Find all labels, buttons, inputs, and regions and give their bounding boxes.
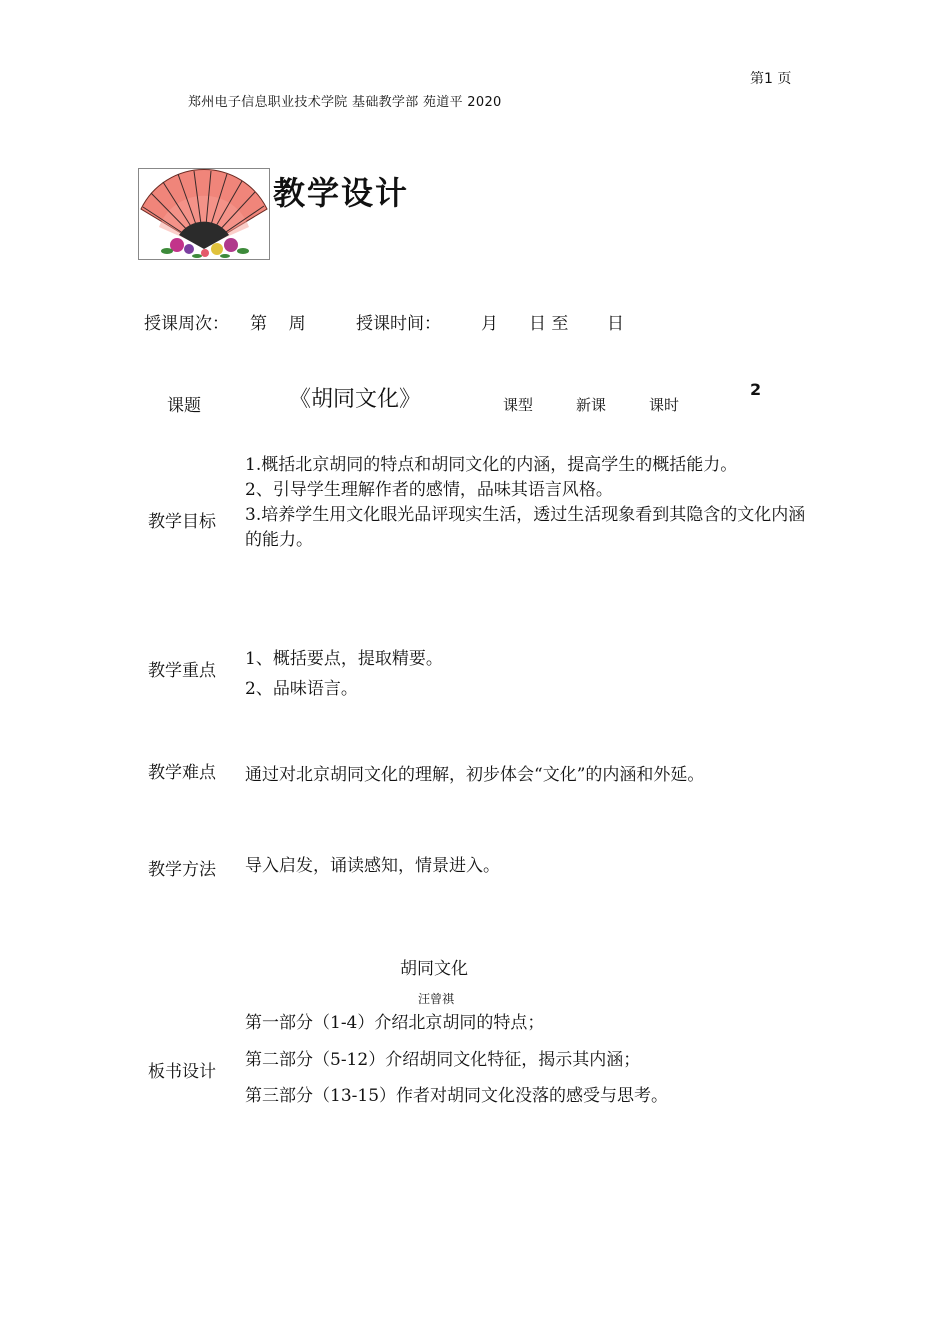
board-author: 汪曾祺 <box>418 992 455 1006</box>
document-title: 教学设计 <box>273 174 410 212</box>
institution-line: 郑州电子信息职业技术学院 基础教学部 苑道平 2020 <box>188 95 502 110</box>
board-part: 第一部分（1-4）介绍北京胡同的特点； <box>245 1013 545 1033</box>
time-label: 授课时间： <box>356 314 441 334</box>
objectives-list <box>245 453 810 553</box>
objectives-label: 教学目标 <box>148 512 216 532</box>
methods-label: 教学方法 <box>148 860 216 880</box>
key-point-item: 2、品味语言。 <box>245 679 358 699</box>
day-to-text: 日 至 <box>529 314 569 334</box>
topic-label: 课题 <box>167 396 201 416</box>
board-part: 第二部分（5-12）介绍胡同文化特征，揭示其内涵； <box>245 1050 641 1070</box>
board-label: 板书设计 <box>148 1062 216 1082</box>
week-value: 第 周 <box>250 314 306 334</box>
hours-label: 课时 <box>649 396 680 414</box>
week-label: 授课周次： <box>144 314 229 334</box>
key-point-item: 1、概括要点，提取精要。 <box>245 649 443 669</box>
board-title: 胡同文化 <box>400 959 468 979</box>
type-value: 新课 <box>576 396 607 414</box>
board-part: 第三部分（13-15）作者对胡同文化没落的感受与思考。 <box>245 1086 669 1106</box>
difficulties-label: 教学难点 <box>148 763 216 783</box>
hours-value: 2 <box>750 380 762 399</box>
objective-item: 1.概括北京胡同的特点和胡同文化的内涵，提高学生的概括能力。 <box>245 455 738 475</box>
type-label: 课型 <box>503 396 534 414</box>
folding-fan-icon <box>138 168 270 260</box>
methods-text: 导入启发，诵读感知，情景进入。 <box>245 856 500 876</box>
objective-item: 2、引导学生理解作者的感情，品味其语言风格。 <box>245 480 613 500</box>
fan-graphic <box>139 169 269 259</box>
page-number: 第1 页 <box>750 71 792 87</box>
key-points-label: 教学重点 <box>148 661 216 681</box>
day-text: 日 <box>607 314 624 334</box>
topic-value: 《胡同文化》 <box>289 387 422 412</box>
month-text: 月 <box>481 314 498 334</box>
objective-item: 3.培养学生用文化眼光品评现实生活，透过生活现象看到其隐含的文化内涵的能力。 <box>245 505 806 550</box>
key-points-list <box>245 644 805 704</box>
difficulties-text: 通过对北京胡同文化的理解，初步体会“文化”的内涵和外延。 <box>245 765 705 785</box>
